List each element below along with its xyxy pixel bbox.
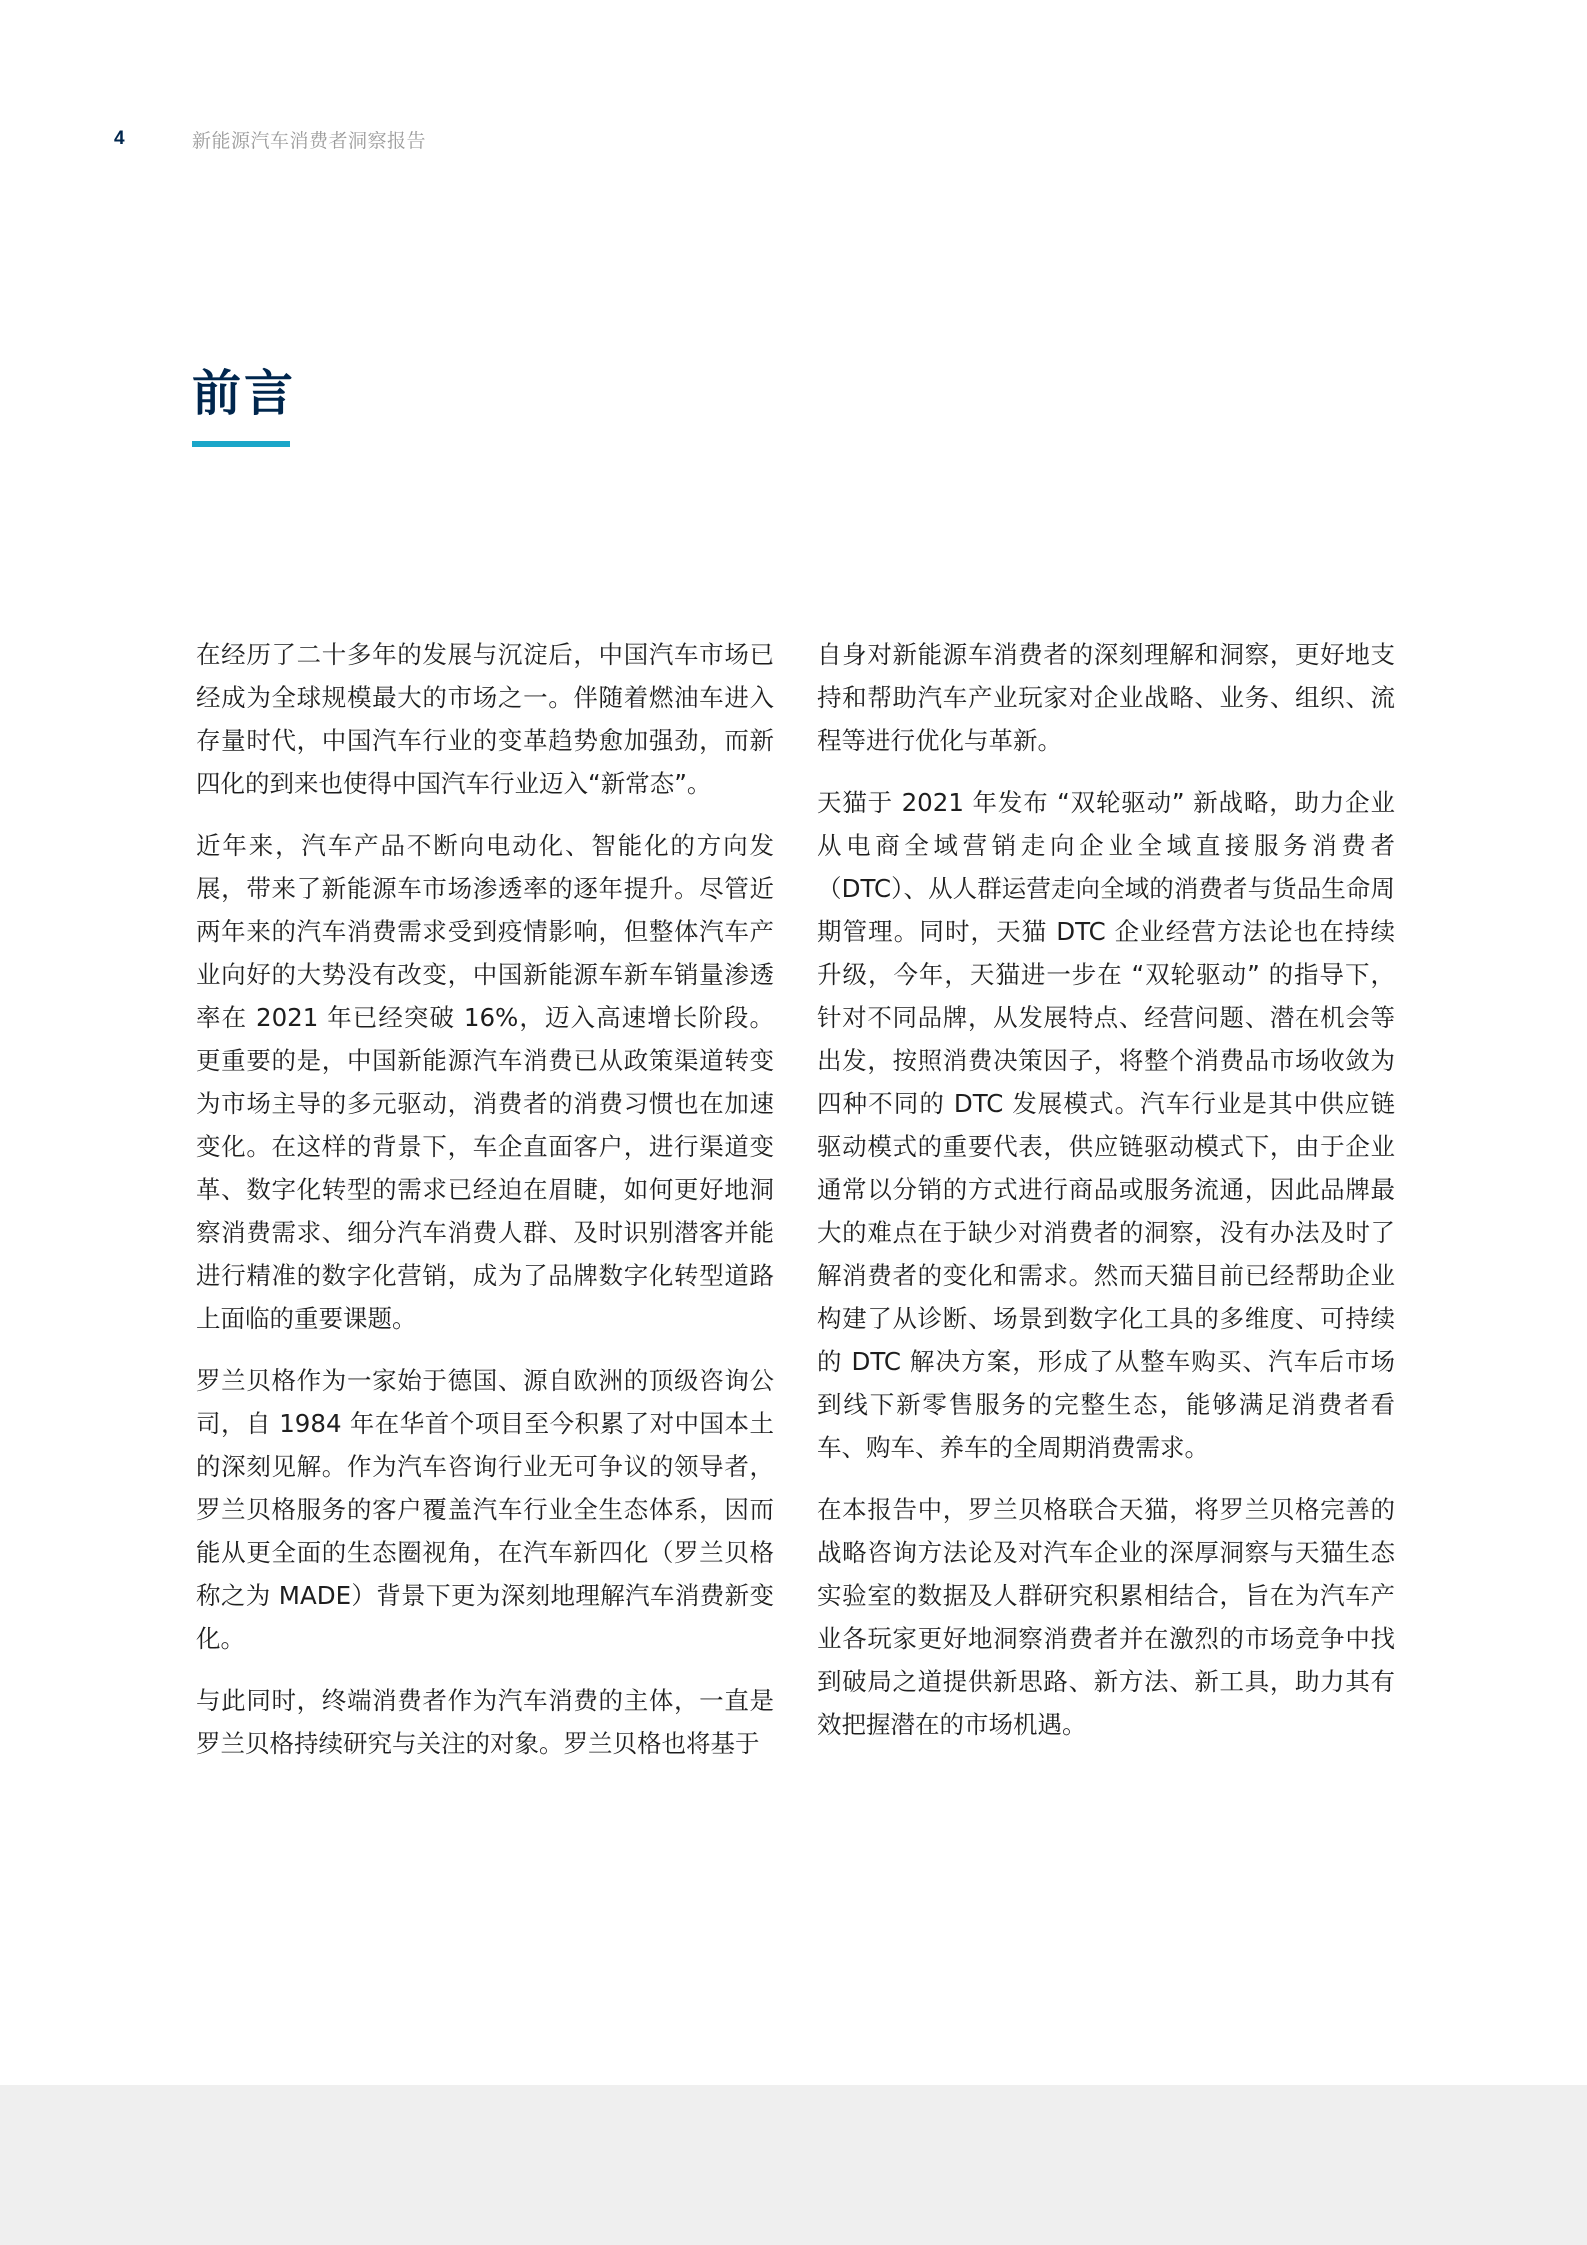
paragraph: 与此同时，终端消费者作为汽车消费的主体，一直是罗兰贝格持续研究与关注的对象。罗兰贝格也将基于: [196, 1686, 774, 1758]
title-underline: [192, 441, 290, 447]
page-number: 4: [114, 128, 125, 149]
paragraph: 自身对新能源车消费者的深刻理解和洞察，更好地支持和帮助汽车产业玩家对企业战略、业务、组织、流程等进行优化与革新。: [817, 640, 1395, 755]
paragraph: 在本报告中，罗兰贝格联合天猫，将罗兰贝格完善的战略咨询方法论及对汽车企业的深厚洞察与天猫生态实验室的数据及人群研究积累相结合，旨在为汽车产业各玩家更好地洞察消费者并在激烈的市场竞争中找到破局之道提供新思路、新方法、新工具，助力其有效把握潜在的市场机遇。: [817, 1495, 1395, 1739]
running-title: 新能源汽车消费者洞察报告: [192, 129, 427, 152]
right-column: [817, 633, 1395, 1765]
page-header: [114, 124, 426, 154]
left-column: [196, 633, 774, 1784]
paragraph: 罗兰贝格作为一家始于德国、源自欧洲的顶级咨询公司，自 1984 年在华首个项目至今积累了对中国本土的深刻见解。作为汽车咨询行业无可争议的领导者，罗兰贝格服务的客户覆盖汽车行业全生态体系，因而能从更全面的生态圈视角，在汽车新四化（罗兰贝格称之为 MADE）背景下更为深刻地理解汽车消费新变化。: [196, 1366, 774, 1653]
paragraph: 天猫于 2021 年发布 “双轮驱动” 新战略，助力企业从电商全域营销走向企业全域直接服务消费者（DTC）、从人群运营走向全域的消费者与货品生命周期管理。同时，天猫 DTC 企业经营方法论也在持续升级，今年，天猫进一步在 “双轮驱动” 的指导下，针对不同品牌，从发展特点、经营问题、潜在机会等出发，按照消费决策因子，将整个消费品市场收敛为四种不同的 DTC 发展模式。汽车行业是其中供应链驱动模式的重要代表，供应链驱动模式下，由于企业通常以分销的方式进行商品或服务流通，因此品牌最大的难点在于缺少对消费者的洞察，没有办法及时了解消费者的变化和需求。然而天猫目前已经帮助企业构建了从诊断、场景到数字化工具的多维度、可持续的 DTC 解决方案，形成了从整车购买、汽车后市场到线下新零售服务的完整生态，能够满足消费者看车、购车、养车的全周期消费需求。: [817, 788, 1395, 1462]
paragraph: 近年来，汽车产品不断向电动化、智能化的方向发展，带来了新能源车市场渗透率的逐年提升。尽管近两年来的汽车消费需求受到疫情影响，但整体汽车产业向好的大势没有改变，中国新能源车新车销量渗透率在 2021 年已经突破 16%，迈入高速增长阶段。更重要的是，中国新能源汽车消费已从政策渠道转变为市场主导的多元驱动，消费者的消费习惯也在加速变化。在这样的背景下，车企直面客户，进行渠道变革、数字化转型的需求已经迫在眉睫，如何更好地洞察消费需求、细分汽车消费人群、及时识别潜客并能进行精准的数字化营销，成为了品牌数字化转型道路上面临的重要课题。: [196, 831, 774, 1333]
paragraph: 在经历了二十多年的发展与沉淀后，中国汽车市场已经成为全球规模最大的市场之一。伴随着燃油车进入存量时代，中国汽车行业的变革趋势愈加强劲，而新四化的到来也使得中国汽车行业迈入“新常态”。: [196, 640, 774, 798]
section-title: 前言: [192, 365, 297, 422]
footer-band: [0, 2085, 1587, 2245]
